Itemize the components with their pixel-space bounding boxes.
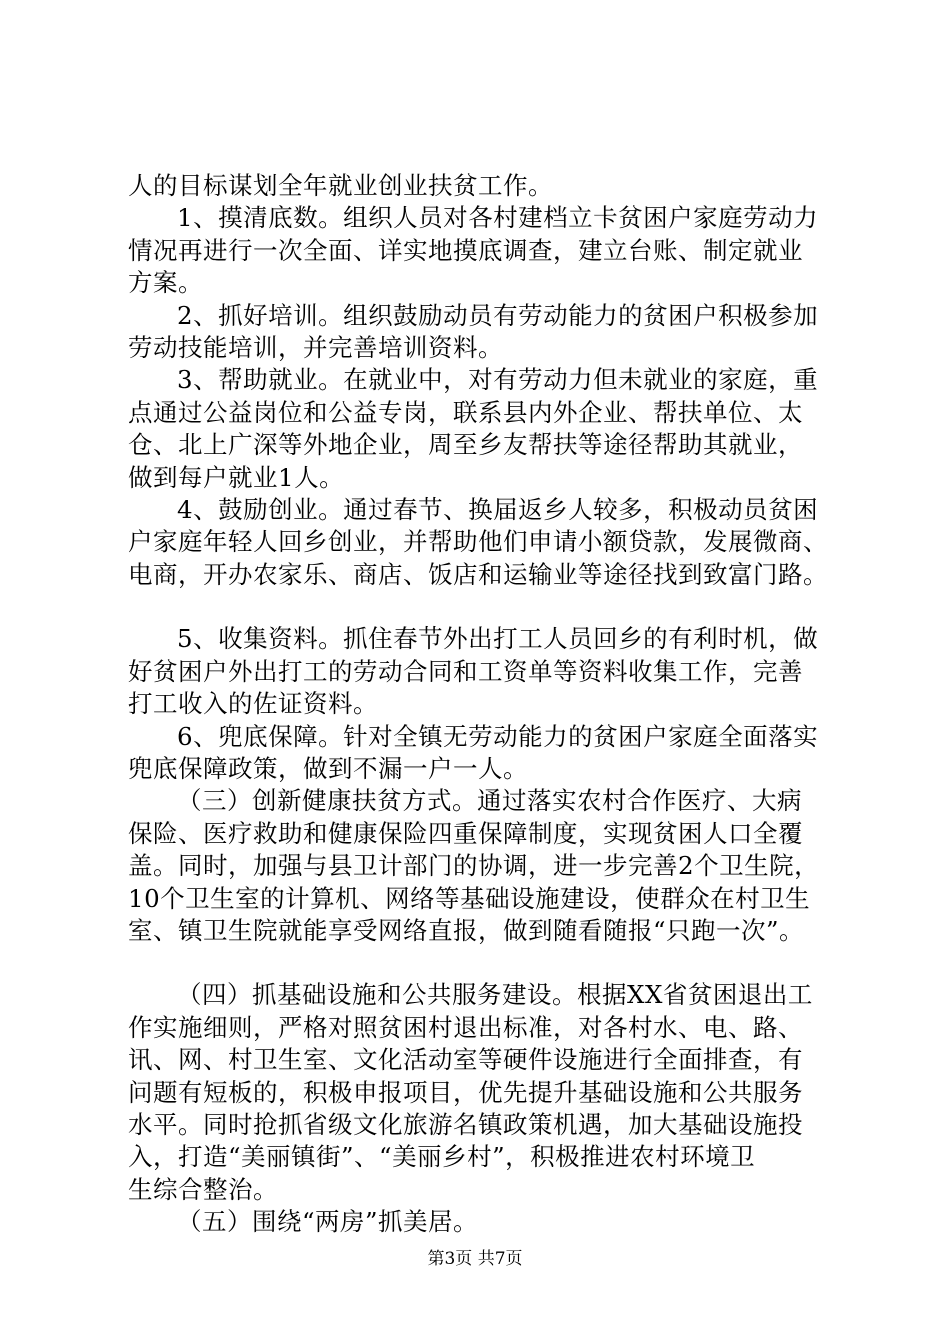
text-line: 室、镇卫生院就能享受网络直报，做到随看随报“只跑一次”。 — [128, 915, 805, 945]
text-line: 点通过公益岗位和公益专岗，联系县内外企业、帮扶单位、太 — [128, 397, 803, 427]
text-line: 情况再进行一次全面、详实地摸底调查，建立台账、制定就业 — [128, 235, 803, 265]
text-line: 户家庭年轻人回乡创业，并帮助他们申请小额贷款，发展微商、 — [128, 527, 828, 557]
paragraph-item-6 — [128, 721, 840, 786]
text-line: 劳动技能培训，并完善培训资料。 — [128, 333, 503, 363]
paragraph-section-4 — [128, 979, 840, 1206]
text-line: 3、帮助就业。在就业中，对有劳动力但未就业的家庭，重 — [177, 365, 819, 395]
text-line: 5、收集资料。抓住春节外出打工人员回乡的有利时机，做 — [177, 624, 819, 654]
paragraph-item-2 — [128, 300, 840, 365]
text-line: 水平。同时抢抓省级文化旅游名镇政策机遇，加大基础设施投 — [128, 1109, 803, 1139]
text-line: （四）抓基础设施和公共服务建设。根据XX省贫困退出工 — [177, 980, 813, 1010]
text-line: 电商，开办农家乐、商店、饭店和运输业等途径找到致富门路。 — [128, 559, 828, 589]
paragraph-item-1 — [128, 202, 840, 299]
paragraph-section-3 — [128, 785, 840, 947]
text-line: 保险、医疗救助和健康保险四重保障制度，实现贫困人口全覆 — [128, 818, 803, 848]
text-line: 方案。 — [128, 268, 203, 298]
paragraph-item-3 — [128, 364, 840, 494]
text-line: 仓、北上广深等外地企业，周至乡友帮扶等途径帮助其就业， — [128, 430, 803, 460]
text-line: 盖。同时，加强与县卫计部门的协调，进一步完善2个卫生院， — [128, 851, 820, 881]
text-line: 4、鼓励创业。通过春节、换届返乡人较多，积极动员贫困 — [177, 495, 819, 525]
text-line: （三）创新健康扶贫方式。通过落实农村合作医疗、大病 — [177, 786, 802, 816]
paragraph-section-5 — [128, 1206, 840, 1238]
paragraph-continuation — [128, 170, 840, 202]
text-line: 兜底保障政策，做到不漏一户一人。 — [128, 753, 528, 783]
text-line: 问题有短板的，积极申报项目，优先提升基础设施和公共服务 — [128, 1077, 803, 1107]
text-line: 入，打造“美丽镇街”、“美丽乡村”，积极推进农村环境卫 — [128, 1142, 756, 1172]
paragraph-item-4 — [128, 494, 840, 591]
text-line: 讯、网、村卫生室、文化活动室等硬件设施进行全面排查，有 — [128, 1045, 803, 1075]
text-line: 作实施细则，严格对照贫困村退出标准，对各村水、电、路、 — [128, 1012, 803, 1042]
text-line: 10个卫生室的计算机、网络等基础设施建设，使群众在村卫生 — [128, 883, 811, 913]
text-line: 2、抓好培训。组织鼓励动员有劳动能力的贫困户积极参加 — [177, 300, 819, 330]
document-body — [128, 170, 840, 1239]
text-line: 6、兜底保障。针对全镇无劳动能力的贫困户家庭全面落实 — [177, 721, 819, 751]
paragraph-item-5 — [128, 623, 840, 720]
text-line: 1、摸清底数。组织人员对各村建档立卡贫困户家庭劳动力 — [177, 203, 819, 233]
text-line: 好贫困户外出打工的劳动合同和工资单等资料收集工作，完善 — [128, 656, 803, 686]
text-line: 人的目标谋划全年就业创业扶贫工作。 — [128, 171, 553, 200]
text-line: 生综合整治。 — [128, 1174, 278, 1204]
text-line: 打工收入的佐证资料。 — [128, 689, 378, 719]
text-line: （五）围绕“两房”抓美居。 — [177, 1207, 479, 1237]
text-line: 做到每户就业1人。 — [128, 462, 345, 492]
page-number-footer: 第3页 共7页 — [427, 1249, 523, 1269]
